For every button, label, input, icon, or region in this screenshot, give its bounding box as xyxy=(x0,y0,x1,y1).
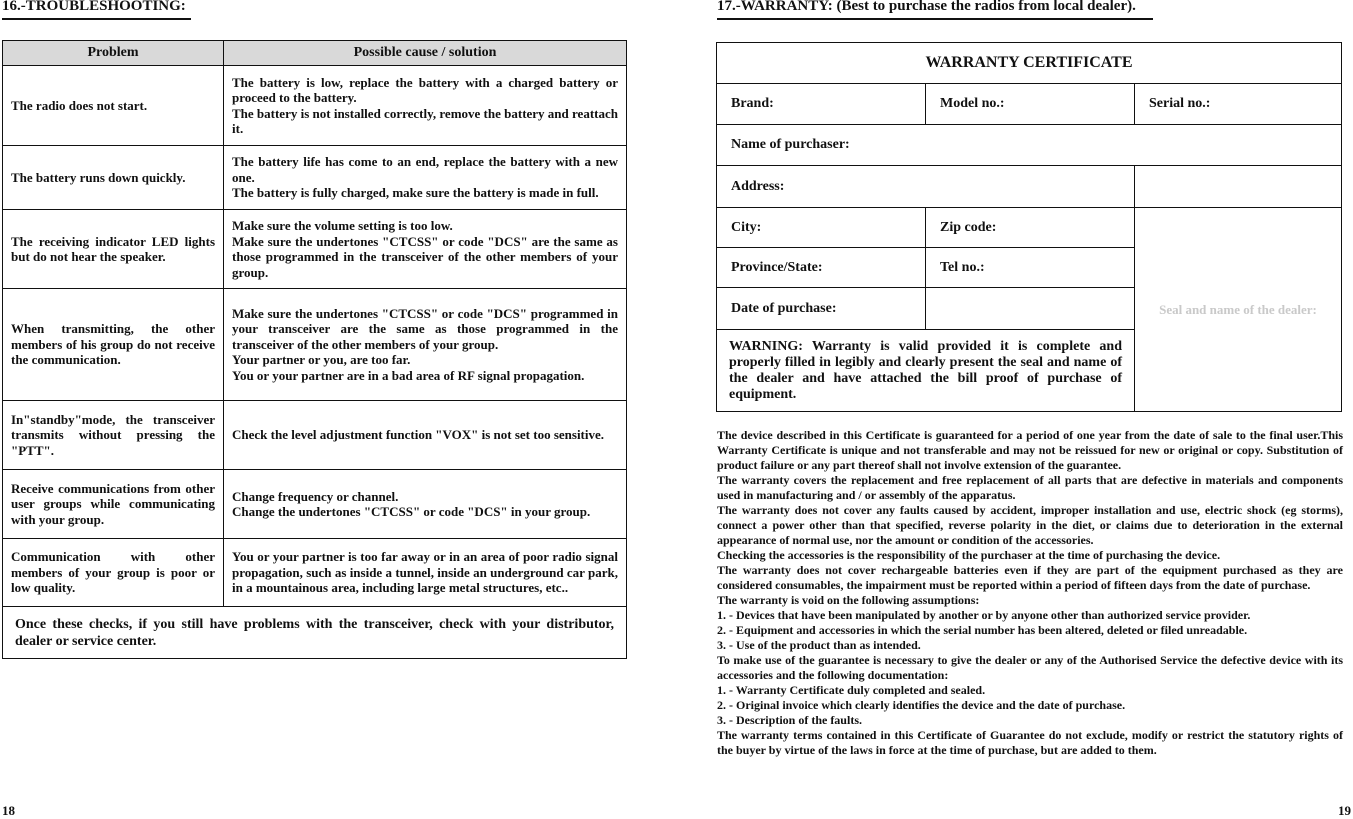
problem-cell: The receiving indicator LED lights but do not hear the speaker. xyxy=(3,210,224,289)
terms-paragraph: 2. - Equipment and accessories in which the serial number has been altered, deleted or filed unreadable. xyxy=(717,623,1248,637)
solution-cell xyxy=(224,401,627,470)
table-footer-row xyxy=(3,607,627,659)
terms-paragraph: The warranty covers the replacement and free replacement of all parts that are defective in materials and components used in manufacturing and / or assembly of the apparatus. xyxy=(717,473,1343,502)
problem-cell: When transmitting, the other members of his group do not receive the communication. xyxy=(3,289,224,401)
address-extra xyxy=(1135,166,1342,208)
terms-paragraph: Checking the accessories is the responsibility of the purchaser at the time of purchasing the device. xyxy=(717,548,1221,562)
solution-cell xyxy=(224,66,627,146)
solution-line: The battery is fully charged, make sure the battery is made in full. xyxy=(232,185,599,201)
seal-label: Seal and name of the dealer: xyxy=(1159,301,1317,317)
table-row xyxy=(3,210,627,289)
table-row xyxy=(3,289,627,401)
solution-line: The battery is low, replace the battery with a charged battery or proceed to the battery. xyxy=(232,74,618,105)
serial-field: Serial no.: xyxy=(1135,84,1342,125)
solution-line: Change frequency or channel. xyxy=(232,488,399,504)
terms-paragraph: The warranty does not cover any faults caused by accident, improper installation and use, electric shock (eg storms), connect a power other than that specified, reverse polarity in the diet, or claims due to deterioration in the external appearance of normal use, nor the amount or condition of the accessories. xyxy=(717,503,1343,547)
solution-header: Possible cause / solution xyxy=(224,41,627,66)
solution-line: You or your partner is too far away or in an area of poor radio signal propagation, such as inside a tunnel, inside an underground car park, in a mountainous area, including large metal structures, etc.. xyxy=(232,549,618,596)
solution-cell xyxy=(224,470,627,539)
problem-cell: In"standby"mode, the transceiver transmits without pressing the "PTT". xyxy=(3,401,224,470)
terms-paragraph: 2. - Original invoice which clearly identifies the device and the date of purchase. xyxy=(717,698,1126,712)
warranty-warning: WARNING: Warranty is valid provided it is complete and properly filled in legibly and clearly present the seal and name of the dealer and have attached the bill proof of purchase of equipment. xyxy=(717,330,1135,412)
tel-field: Tel no.: xyxy=(926,248,1135,288)
terms-paragraph: 3. - Description of the faults. xyxy=(717,713,862,727)
model-field: Model no.: xyxy=(926,84,1135,125)
problem-cell: The radio does not start. xyxy=(3,66,224,146)
date-field: Date of purchase: xyxy=(717,288,926,330)
terms-paragraph: The warranty does not cover rechargeable batteries even if they are part of the equipment purchased as they are considered consumables, the impairment must be reported within a period of fifteen days from the date of purchase. xyxy=(717,563,1343,592)
table-row xyxy=(3,66,627,146)
solution-line: You or your partner are in a bad area of RF signal propagation. xyxy=(232,367,585,383)
solution-cell xyxy=(224,289,627,401)
terms-paragraph: The warranty is void on the following assumptions: xyxy=(717,593,980,607)
solution-line: Change the undertones "CTCSS" or code "DCS" in your group. xyxy=(232,504,591,519)
certificate-title: WARRANTY CERTIFICATE xyxy=(717,43,1342,84)
title-underline xyxy=(717,18,1153,20)
terms-paragraph: 3. - Use of the product than as intended. xyxy=(717,638,921,652)
terms-paragraph: 1. - Warranty Certificate duly completed and sealed. xyxy=(717,683,986,697)
table-row xyxy=(3,401,627,470)
solution-cell xyxy=(224,210,627,289)
warranty-title: 17.-WARRANTY: (Best to purchase the radios from local dealer). xyxy=(717,0,1136,14)
page-number-right: 19 xyxy=(1338,803,1351,818)
terms-paragraph: To make use of the guarantee is necessary to give the dealer or any of the Authorised Service the defective device with its accessories and the following documentation: xyxy=(717,653,1343,682)
address-field: Address: xyxy=(717,166,1135,208)
table-row xyxy=(3,146,627,210)
dealer-seal-area xyxy=(1135,208,1342,412)
title-underline xyxy=(2,18,191,20)
problem-cell: Communication with other members of your group is poor or low quality. xyxy=(3,539,224,607)
solution-line: The battery is not installed correctly, remove the battery and reattach it. xyxy=(232,105,618,136)
problem-cell: The battery runs down quickly. xyxy=(3,146,224,210)
solution-line: Make sure the volume setting is too low. xyxy=(232,218,453,233)
troubleshooting-table xyxy=(2,40,627,659)
troubleshooting-footer: Once these checks, if you still have problems with the transceiver, check with your distributor, dealer or service center. xyxy=(3,607,627,659)
solution-line: Make sure the undertones "CTCSS" or code "DCS" programmed in your transceiver are the same as those programmed in the transceiver of the other members of your group. xyxy=(232,305,618,352)
solution-cell xyxy=(224,146,627,210)
terms-paragraph: The device described in this Certificate is guaranteed for a period of one year from the date of sale to the final user.This Warranty Certificate is unique and not transferable and may not be reissued for new or original or copy. Substitution of product failure or any part thereof shall not involve extension of the guarantee. xyxy=(717,428,1343,472)
brand-field: Brand: xyxy=(717,84,926,125)
warranty-certificate xyxy=(716,42,1342,412)
troubleshooting-title: 16.-TROUBLESHOOTING: xyxy=(2,0,186,14)
solution-line: Your partner or you, are too far. xyxy=(232,352,411,368)
problem-cell: Receive communications from other user groups while communicating with your group. xyxy=(3,470,224,539)
problem-header: Problem xyxy=(3,41,224,66)
purchaser-field: Name of purchaser: xyxy=(717,125,1342,166)
province-field: Province/State: xyxy=(717,248,926,288)
solution-line: The battery life has come to an end, replace the battery with a new one. xyxy=(232,154,618,185)
solution-line: Make sure the undertones "CTCSS" or code "DCS" are the same as those programmed in the transceiver of the other members of your group. xyxy=(232,233,618,280)
warranty-terms xyxy=(717,428,1343,758)
table-row xyxy=(3,470,627,539)
solution-line: Check the level adjustment function "VOX" is not set too sensitive. xyxy=(232,427,605,443)
page-number-left: 18 xyxy=(2,803,15,818)
terms-paragraph: The warranty terms contained in this Certificate of Guarantee do not exclude, modify or restrict the statutory rights of the buyer by virtue of the laws in force at the time of purchase, but are added to them. xyxy=(717,728,1343,757)
zip-field: Zip code: xyxy=(926,208,1135,248)
table-row xyxy=(3,539,627,607)
solution-cell xyxy=(224,539,627,607)
date-value xyxy=(926,288,1135,330)
terms-paragraph: 1. - Devices that have been manipulated by another or by anyone other than authorized service provider. xyxy=(717,608,1251,622)
city-field: City: xyxy=(717,208,926,248)
